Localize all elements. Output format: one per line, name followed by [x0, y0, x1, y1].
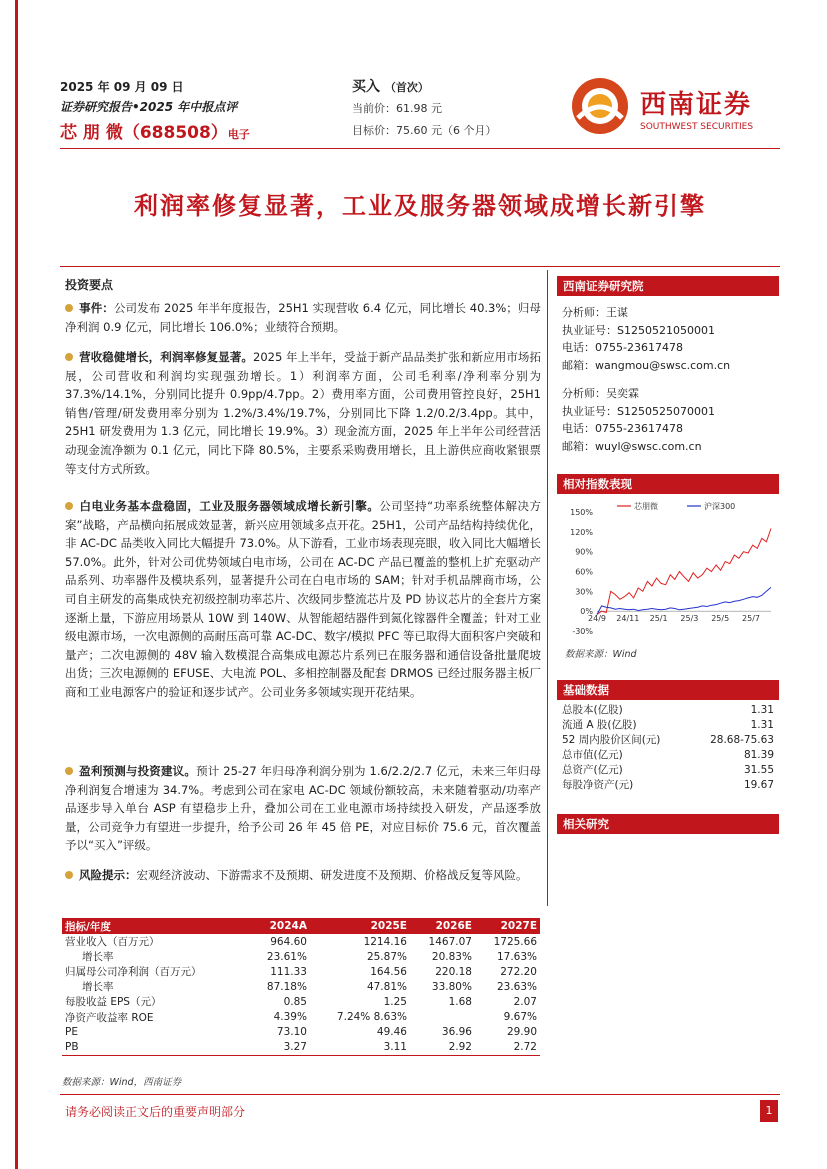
- logo-en: SOUTHWEST SECURITIES: [640, 122, 754, 132]
- table-cell: 47.81%: [366, 980, 407, 993]
- rating: [352, 76, 429, 96]
- table-header: 2027E: [475, 918, 540, 934]
- table-cell: 220.18: [435, 965, 472, 978]
- table-cell: 7.24% 8.63%: [336, 1011, 407, 1024]
- legend-label-1: 沪深300: [704, 502, 736, 511]
- table-cell: 23.61%: [266, 950, 307, 963]
- table-row: [62, 964, 540, 979]
- analyst-2: [562, 385, 715, 455]
- table-cell: 净资产收益率 ROE: [65, 1011, 154, 1024]
- table-cell: [410, 1009, 475, 1024]
- table-row: [562, 747, 774, 762]
- rating-value: 买入: [352, 79, 380, 95]
- table-cell: 3.27: [249, 1040, 310, 1056]
- stock-name: [60, 118, 250, 143]
- table-cell: 87.18%: [266, 980, 307, 993]
- logo-cn: 西南证券: [640, 90, 753, 120]
- chart-source: 数据来源：Wind: [565, 649, 637, 660]
- relative-index-chart: [557, 498, 779, 638]
- analyst-1-phone: 电话：0755-23617478: [562, 341, 683, 354]
- analyst-1-license: 执业证号：S1250521050001: [562, 323, 715, 337]
- analyst-2-phone: 电话：0755-23617478: [562, 422, 683, 435]
- table-cell: 31.55: [743, 763, 774, 776]
- table-row: [562, 732, 774, 747]
- table-cell: 20.83%: [431, 950, 472, 963]
- analyst-1: [562, 304, 730, 374]
- table-row: [62, 949, 540, 964]
- bullet-icon: [65, 304, 73, 312]
- point-4-head: 盈利预测与投资建议。: [79, 764, 197, 778]
- table-cell: 1725.66: [493, 935, 537, 948]
- x-tick-label: 24/9: [588, 614, 606, 624]
- current-price: 当前价：61.98 元: [352, 102, 442, 115]
- invest-points-heading: 投资要点: [65, 278, 114, 292]
- table-header: 2024A: [249, 918, 310, 934]
- table-cell: 1.25: [383, 995, 407, 1008]
- table-cell: 17.63%: [496, 950, 537, 963]
- analyst-2-email[interactable]: 邮箱：wuyl@swsc.com.cn: [562, 439, 702, 453]
- institute-heading: 西南证券研究院: [557, 276, 779, 296]
- y-tick-label: 150%: [570, 508, 593, 517]
- table-cell: 流通 A 股(亿股): [562, 719, 637, 731]
- point-5-text: 宏观经济波动、下游需求不及预期、研发进度不及预期、价格战反复等风险。: [136, 868, 528, 882]
- column-divider: [547, 270, 548, 906]
- table-cell: 2.72: [475, 1040, 540, 1056]
- table-cell: 每股净资产(元): [562, 779, 634, 791]
- bullet-icon: [65, 871, 73, 879]
- table-cell: 23.63%: [496, 980, 537, 993]
- table-cell: 52 周内股价区间(元): [562, 734, 661, 746]
- table-cell: 增长率: [82, 981, 114, 994]
- table-cell: 49.46: [376, 1026, 407, 1039]
- table-cell: 28.68-75.63: [710, 733, 774, 746]
- table-header: 2025E: [310, 918, 410, 934]
- table-row: [562, 777, 774, 792]
- table-cell: 1.31: [750, 718, 774, 731]
- table-cell: 19.67: [743, 778, 774, 791]
- point-1-text: 公司发布 2025 年半年度报告，25H1 实现营收 6.4 亿元，同比增长 40.3%；归母净利润 0.9 亿元，同比增长 106.0%；业绩符合预期。: [65, 301, 541, 334]
- table-row: [62, 934, 540, 949]
- table-row: [562, 762, 774, 777]
- table-cell: 总股本(亿股): [562, 704, 623, 716]
- header-rule: [60, 148, 780, 149]
- index-heading: 相对指数表现: [557, 474, 779, 494]
- y-tick-label: 60%: [575, 567, 593, 577]
- point-1: [65, 299, 541, 336]
- table-row: [62, 979, 540, 994]
- x-tick-label: 25/5: [711, 614, 730, 624]
- left-red-rule: [15, 0, 18, 1169]
- table-cell: 29.90: [506, 1026, 537, 1039]
- report-date: 2025 年 09 月 09 日: [60, 80, 184, 94]
- table-cell: 73.10: [276, 1026, 307, 1039]
- point-5-head: 风险提示：: [79, 868, 137, 882]
- legend-label-0: 芯朋微: [634, 502, 658, 511]
- table-cell: 0.85: [283, 995, 307, 1008]
- table-cell: 总市值(亿元): [562, 749, 623, 761]
- footer-rule: [60, 1094, 780, 1095]
- stock-name-text: 芯 朋 微（688508）: [60, 123, 228, 143]
- table-cell: 4.39%: [273, 1011, 307, 1024]
- target-price: 目标价：75.60 元（6 个月）: [352, 124, 497, 137]
- table-cell: 每股收益 EPS（元）: [65, 996, 162, 1009]
- table-row: [562, 717, 774, 732]
- table-cell: PE: [65, 1026, 78, 1039]
- basic-data-heading: 基础数据: [557, 680, 779, 700]
- footer-disclaimer: 请务必阅读正文后的重要声明部分: [65, 1105, 246, 1119]
- table-cell: 964.60: [270, 935, 307, 948]
- report-type: 证券研究报告•2025 年中报点评: [60, 100, 238, 114]
- series-line-1: [597, 587, 771, 614]
- table-source: 数据来源：Wind，西南证券: [62, 1077, 182, 1088]
- table-cell: 1.68: [448, 995, 472, 1008]
- basic-data-table: [562, 702, 774, 792]
- point-3-text: 公司坚持“功率系统整体解决方案”战略，产品横向拓展成效显著，新兴应用领域多点开花。25H1，公司产品结构持续优化，非 AC-DC 品类收入同比大幅提升 73.0%。从下游看，工业市场表现亮眼，收入同比大幅增长 57.0%。此外，针对公司优势领域白电市场，公司在 AC-DC 产品已覆盖的整机上扩充驱动产品系列、功率器件及模块系列，显著提升公司在白电市场的 SAM；针对手机品牌商市场，公司自主研发的高集成快充初级控制功率芯片、次级同步整流芯片及 PD 协议芯片的全套片方案逐渐上量，下游应用场景从 10W 到 140W、从智能超结器件到氮化镓器件全覆盖；针对工业级电源市场，一次电源侧的高耐压高可靠 AC-DC、数字/模拟 PFC 等已取得大面积客户突破和量产；二次电源侧的 48V 输入数模混合高集成电源芯片系列已在服务器和通信设备批量爬坡出货；三次电源侧的 EFUSE、大电流 POL、多相控制器及配套 DRMOS 已经过服务器主板厂商和工业电源客户的验证和逐步试产。公司业务多领域实现开花结果。: [65, 499, 541, 699]
- table-cell: 1467.07: [428, 935, 472, 948]
- table-header: 2026E: [410, 918, 475, 934]
- table-row: [562, 702, 774, 717]
- y-tick-label: 120%: [570, 527, 593, 537]
- analyst-1-email[interactable]: 邮箱：wangmou@swsc.com.cn: [562, 358, 731, 372]
- table-cell: 3.11: [310, 1040, 410, 1056]
- table-cell: 2.92: [410, 1040, 475, 1056]
- point-2-text: 2025 年上半年，受益于新产品品类扩张和新应用市场拓展，公司营收和利润均实现强劲增长。1）利润率方面，公司毛利率/净利率分别为 37.3%/14.1%，分别同比提升 0.9pp/4.7pp。2）费用率方面，公司费用管控良好，25H1 销售/管理/研发费用率分别为 1.2%/3.4%/19.7%，分别同比下降 1.2/0.2/3.4pp。其中，25H1 研发费用为 1.3 亿元，同比增长 19.9%。3）现金流方面，2025 年上半年公司经营活动现金流净额为 0.1 亿元，同比下降 80.5%，主要系采购费用增长，且上游供应商收紧银票等支付方式所致。: [65, 350, 542, 476]
- y-tick-label: 90%: [575, 547, 593, 557]
- point-3-head: 白电业务基本盘稳固，工业及服务器领域成增长新引擎。: [79, 499, 380, 513]
- table-cell: 营业收入（百万元）: [65, 936, 160, 949]
- table-row: [62, 1025, 540, 1040]
- table-cell: 36.96: [441, 1026, 472, 1039]
- bullet-icon: [65, 767, 73, 775]
- table-header-row: [62, 918, 540, 934]
- title-rule: [60, 266, 780, 267]
- point-4-text: 预计 25-27 年归母净利润分别为 1.6/2.2/2.7 亿元，未来三年归母净利润复合增速为 34.7%。考虑到公司在家电 AC-DC 领域份额较高，未来随着驱动/功率产品逐步导入单台 ASP 有望稳步上升，叠加公司在工业电源市场持续投入研发，产品逐季放量，公司竞争力有望进一步提升，给予公司 26 年 45 倍 PE，对应目标价 75.6 元，首次覆盖予以“买入”评级。: [65, 764, 542, 853]
- point-4: [65, 762, 541, 855]
- analyst-1-name: 分析师：王谋: [562, 306, 628, 319]
- table-cell: 272.20: [500, 965, 537, 978]
- table-cell: 81.39: [743, 748, 774, 761]
- point-2: [65, 348, 541, 478]
- page-number: 1: [760, 1100, 778, 1122]
- table-cell: 总资产(亿元): [562, 764, 623, 776]
- table-row: [62, 994, 540, 1009]
- analyst-2-name: 分析师：吴奕霖: [562, 387, 639, 400]
- y-tick-label: 0%: [580, 607, 593, 617]
- series-line-0: [597, 529, 771, 615]
- financial-table: [62, 918, 540, 1056]
- report-title: 利润率修复显著，工业及服务器领域成增长新引擎: [134, 192, 706, 220]
- x-tick-label: 25/1: [649, 614, 668, 624]
- table-cell: 25.87%: [366, 950, 407, 963]
- point-2-head: 营收稳健增长，利润率修复显著。: [79, 350, 254, 364]
- table-row: [62, 1040, 540, 1056]
- company-logo: [570, 74, 780, 138]
- analyst-2-license: 执业证号：S1250525070001: [562, 404, 715, 418]
- table-cell: 164.56: [370, 965, 407, 978]
- table-cell: 33.80%: [431, 980, 472, 993]
- table-cell: 1.31: [750, 703, 774, 716]
- table-cell: 增长率: [82, 951, 114, 964]
- table-cell: 2.07: [513, 995, 537, 1008]
- table-row: [62, 1009, 540, 1024]
- stock-sector: 电子: [227, 128, 250, 141]
- bullet-icon: [65, 353, 73, 361]
- y-tick-label: -30%: [572, 627, 593, 636]
- x-tick-label: 24/11: [616, 614, 640, 624]
- table-cell: 9.67%: [503, 1011, 537, 1024]
- table-header: 指标/年度: [62, 918, 249, 934]
- y-tick-label: 30%: [575, 587, 593, 597]
- bullet-icon: [65, 502, 73, 510]
- related-research-heading: 相关研究: [557, 814, 779, 834]
- rating-note: （首次）: [384, 81, 429, 94]
- table-cell: 111.33: [270, 965, 307, 978]
- table-cell: 1214.16: [363, 935, 407, 948]
- x-tick-label: 25/3: [680, 614, 699, 624]
- table-cell: PB: [62, 1040, 249, 1056]
- table-cell: 归属母公司净利润（百万元）: [65, 966, 202, 979]
- point-1-head: 事件：: [79, 301, 114, 315]
- point-3: [65, 497, 541, 702]
- point-5: [65, 866, 541, 885]
- x-tick-label: 25/7: [742, 614, 760, 624]
- logo-emblem-icon: [570, 76, 630, 136]
